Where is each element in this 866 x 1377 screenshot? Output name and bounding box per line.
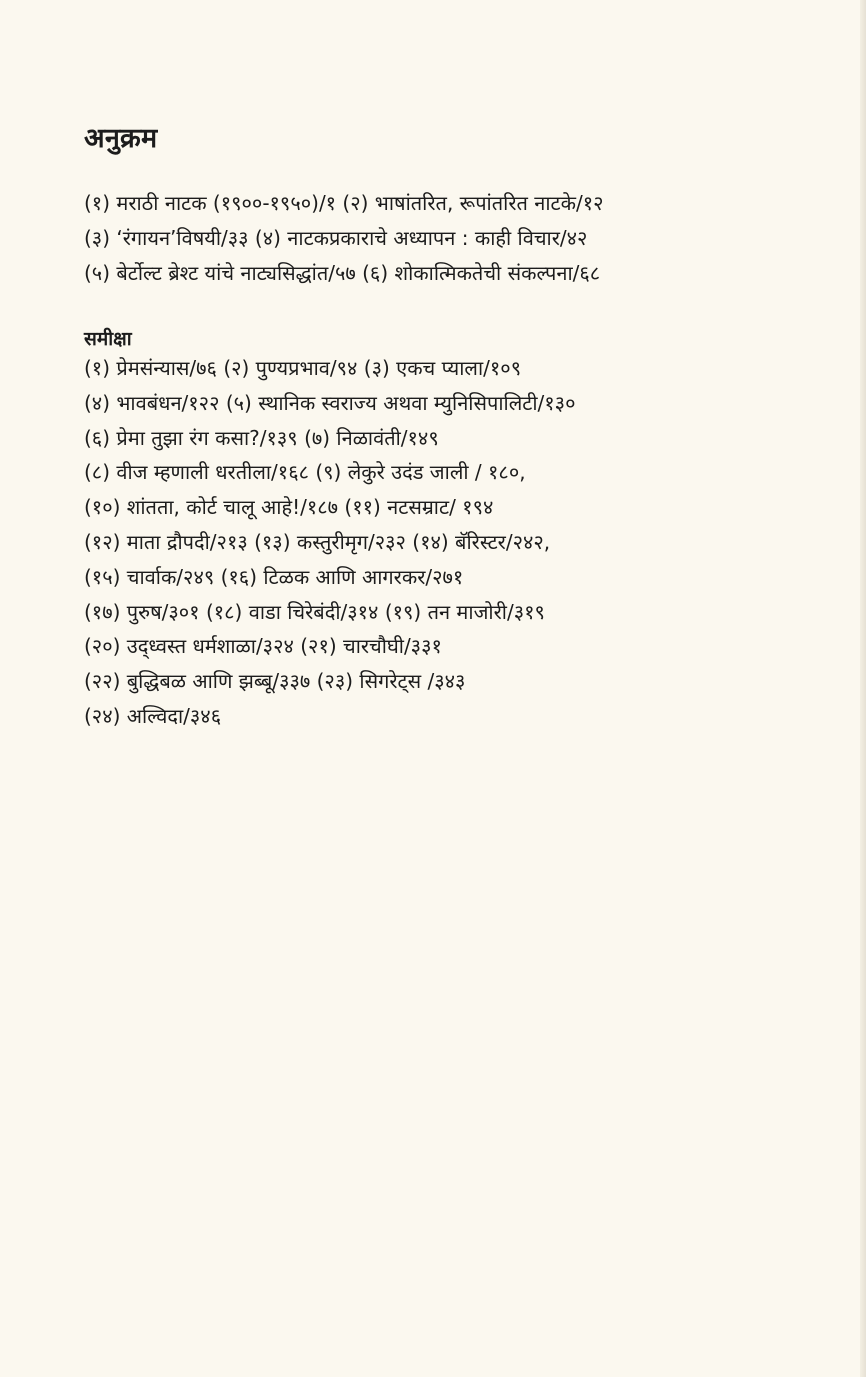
contents-line: (५) बेर्टोल्ट ब्रेश्ट यांचे नाट्यसिद्धांत/५७ (६) शोकात्मिकतेची संकल्पना/६८ xyxy=(84,261,601,285)
review-list xyxy=(84,351,575,734)
review-line: (२२) बुद्धिबळ आणि झब्बू/३३७ (२३) सिगरेट्स /३४३ xyxy=(84,669,466,694)
review-line: (१५) चार्वाक/२४९ (१६) टिळक आणि आगरकर/२७१ xyxy=(84,564,464,589)
review-line: (१२) माता द्रौपदी/२१३ (१३) कस्तुरीमृग/२३२ (१४) बॅरिस्टर/२४२, xyxy=(84,529,551,554)
page-edge xyxy=(860,0,866,1377)
page-title: अनुक्रम xyxy=(84,123,158,154)
review-line: (४) भावबंधन/१२२ (५) स्थानिक स्वराज्य अथवा म्युनिसिपालिटी/१३० xyxy=(84,390,576,415)
review-line: (८) वीज म्हणाली धरतीला/१६८ (९) लेकुरे उदंड जाली / १८०, xyxy=(84,460,526,485)
contents-line: (३) ‘रंगायन’विषयी/३३ (४) नाटकप्रकाराचे अध्यापन : काही विचार/४२ xyxy=(84,226,588,250)
review-line: (२४) अल्विदा/३४६ xyxy=(84,703,222,728)
review-line: (१) प्रेमसंन्यास/७६ (२) पुण्यप्रभाव/९४ (३) एकच प्याला/१०९ xyxy=(84,356,522,380)
review-line: (२०) उद्ध्वस्त धर्मशाळा/३२४ (२१) चारचौघी/३३१ xyxy=(84,634,442,659)
contents-line: (१) मराठी नाटक (१९००-१९५०)/१ (२) भाषांतरित, रूपांतरित नाटके/१२ xyxy=(84,191,604,215)
section-heading: समीक्षा xyxy=(84,328,132,350)
review-line: (६) प्रेमा तुझा रंग कसा?/१३९ (७) निळावंती/१४९ xyxy=(84,425,439,450)
review-line: (१०) शांतता, कोर्ट चालू आहे!/१८७ (११) नटसम्राट/ १९४ xyxy=(84,495,494,520)
contents-list xyxy=(84,186,604,291)
review-line: (१७) पुरुष/३०१ (१८) वाडा चिरेबंदी/३१४ (१९) तन माजोरी/३१९ xyxy=(84,599,545,624)
